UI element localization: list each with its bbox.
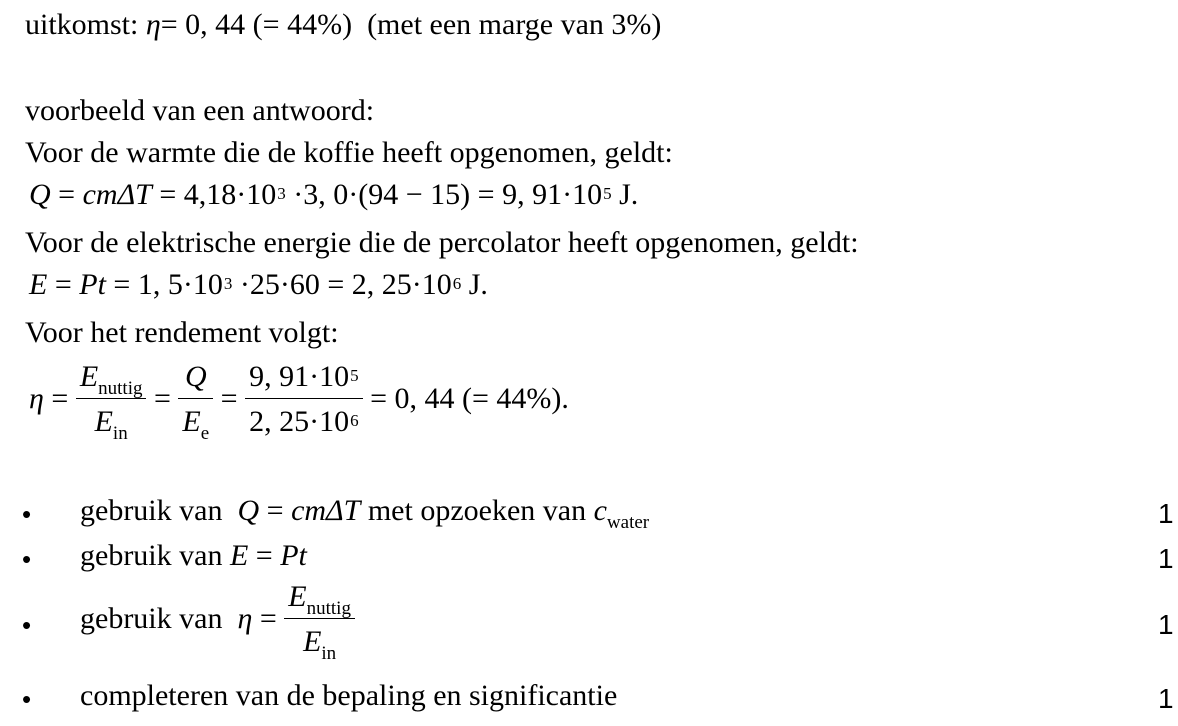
eq3-eq2: =: [146, 382, 179, 415]
eq1-q: Q: [29, 178, 51, 211]
frac1-den-sub: in: [112, 423, 128, 444]
frac1-den-e: E: [94, 405, 113, 438]
crit1-text2: met opzoeken van: [360, 494, 594, 527]
criterion-label: gebruik van: [80, 602, 223, 635]
frac2-num-q: Q: [184, 360, 207, 393]
eq2-unit: J.: [461, 268, 488, 301]
frac2-den-sub: e: [200, 423, 210, 444]
eq2-exp-a: 3: [223, 274, 233, 293]
eq2-exp-b: 6: [452, 274, 462, 293]
crit2-pt: Pt: [280, 539, 307, 572]
eq3-result: = 0, 44 (= 44%).: [362, 382, 569, 415]
bullet: •: [22, 544, 32, 574]
equation-energy: [29, 270, 488, 300]
crit3-num-e: E: [288, 580, 307, 613]
bullet: •: [22, 499, 32, 529]
eq2-eq: =: [47, 268, 80, 301]
eq1-dt: ΔT: [117, 178, 152, 211]
result-value: = 0, 44 (= 44%): [160, 8, 353, 41]
crit1-q: Q: [237, 494, 260, 527]
crit3-eta: η: [237, 602, 253, 635]
crit3-den-e: E: [303, 625, 322, 658]
criterion-label: gebruik van: [80, 539, 223, 572]
points: 1: [1158, 543, 1174, 574]
fraction-nuttig-in: [76, 360, 147, 444]
frac3-num: 9, 91·10: [249, 360, 350, 393]
crit2-eq: =: [248, 539, 281, 572]
frac2-den-e: E: [182, 405, 201, 438]
fraction-bar: [245, 398, 363, 399]
crit3-eq: =: [252, 602, 285, 635]
example-line-warmte: Voor de warmte die de koffie heeft opgenomen, geldt:: [25, 136, 673, 169]
fraction-q-ee: [178, 360, 213, 444]
example-heading: voorbeeld van een antwoord:: [25, 94, 375, 127]
bullet: •: [22, 610, 32, 640]
eq1-part-a: = 4,18·10: [151, 178, 277, 211]
frac3-den-exp: 6: [350, 411, 359, 430]
crit3-den-sub: in: [321, 643, 337, 664]
crit3-num-sub: nuttig: [306, 598, 351, 619]
criterion-text: [80, 494, 650, 533]
frac1-num-e: E: [79, 360, 99, 393]
criterion-text: [80, 580, 355, 664]
result-margin: (met een marge van 3%): [367, 8, 662, 41]
eq3-eq3: =: [213, 382, 246, 415]
example-line-energie: Voor de elektrische energie die de percolator heeft opgenomen, geldt:: [25, 226, 859, 259]
frac3-den: 2, 25·10: [249, 405, 350, 438]
bullet: •: [22, 684, 32, 714]
example-line-rendement: Voor het rendement volgt:: [25, 316, 339, 349]
eq3-eta: η: [29, 382, 44, 415]
eq2-part-a: = 1, 5·10: [105, 268, 223, 301]
eq2-part-b: ·25·60 = 2, 25·10: [232, 268, 452, 301]
eq1-unit: J.: [611, 178, 639, 211]
criterion-text: completeren van de bepaling en significantie: [80, 679, 618, 712]
fraction-values: [245, 360, 363, 438]
points: 1: [1158, 498, 1174, 529]
points: 1: [1158, 609, 1174, 640]
equation-efficiency: [29, 360, 569, 444]
eq1-exp-a: 3: [277, 184, 286, 203]
eq1-cm: cm: [82, 178, 118, 211]
criterion-label: gebruik van: [80, 494, 223, 527]
frac3-num-exp: 5: [350, 366, 359, 385]
crit2-e: E: [229, 539, 249, 572]
eq2-pt: Pt: [79, 268, 106, 301]
equation-heat: [29, 180, 638, 210]
eq2-e: E: [29, 268, 48, 301]
eta-symbol: η: [145, 8, 161, 41]
eq1-exp-b: 5: [603, 184, 612, 203]
eq3-eq1: =: [43, 382, 76, 415]
eq1-eq: =: [50, 178, 83, 211]
fraction-bar: [178, 398, 213, 399]
crit1-c: c: [593, 494, 607, 527]
crit3-fraction: [284, 580, 355, 664]
crit1-eq: =: [259, 494, 292, 527]
result-label: uitkomst:: [25, 8, 139, 41]
frac1-num-sub: nuttig: [98, 378, 143, 399]
criterion-text: [80, 541, 307, 571]
crit1-cm: cm: [291, 494, 327, 527]
points: 1: [1158, 683, 1174, 714]
crit1-dt: ΔT: [326, 494, 361, 527]
result-line: [25, 10, 661, 40]
crit1-c-sub: water: [606, 512, 650, 533]
eq1-part-b: ·3, 0·(94 − 15) = 9, 91·10: [285, 178, 603, 211]
